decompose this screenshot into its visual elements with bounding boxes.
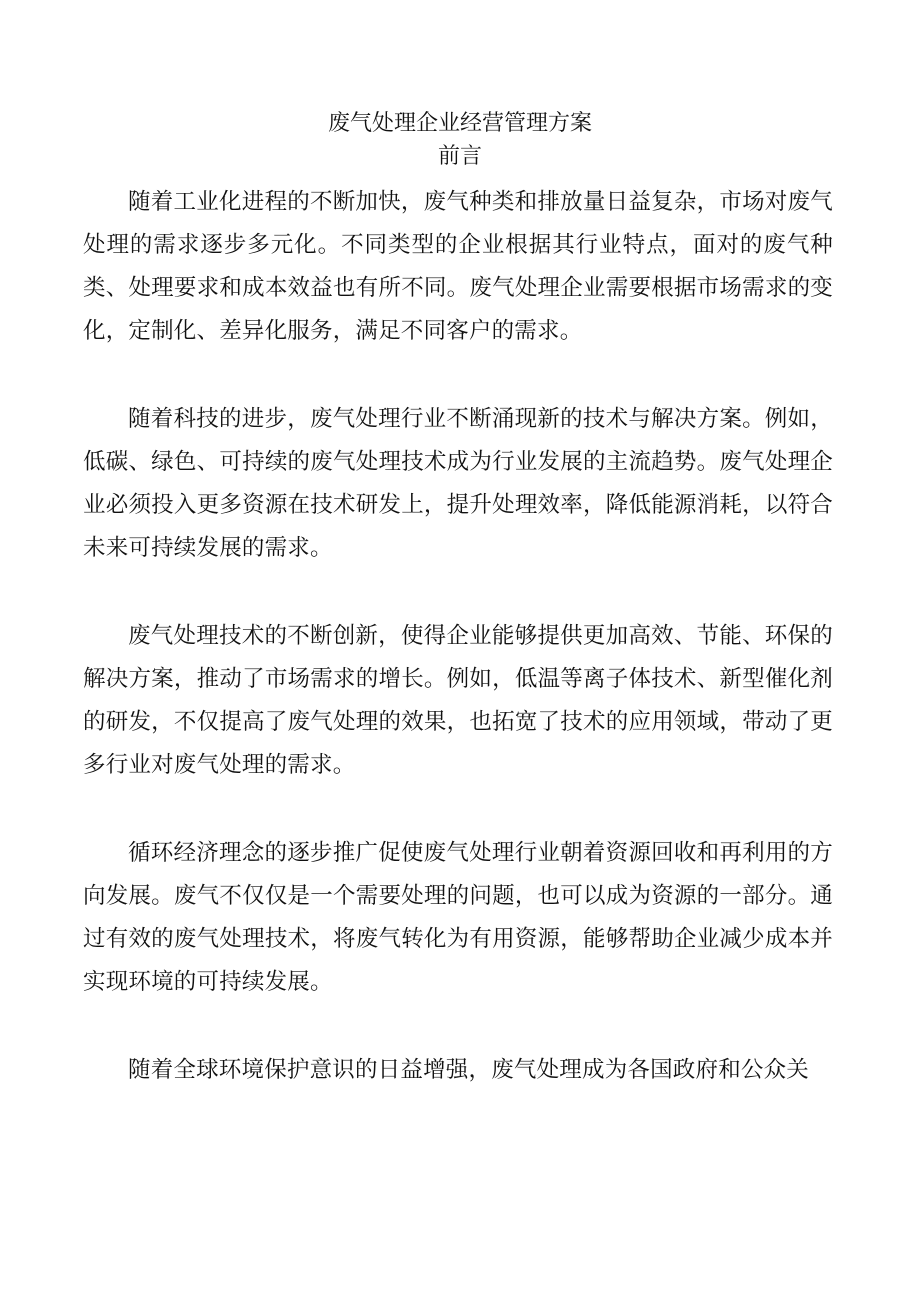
paragraph: 废气处理技术的不断创新，使得企业能够提供更加高效、节能、环保的解决方案，推动了市场需求的增长。例如，低温等离子体技术、新型催化剂的研发，不仅提高了废气处理的效果，也拓宽了技术的应用领域，带动了更多行业对废气处理的需求。 [83,623,833,778]
paragraph: 随着工业化进程的不断加快，废气种类和排放量日益复杂，市场对废气处理的需求逐步多元化。不同类型的企业根据其行业特点，面对的废气种类、处理要求和成本效益也有所不同。废气处理企业需要根据市场需求的变化，定制化、差异化服务，满足不同客户的需求。 [83,189,833,344]
paragraph: 随着全球环境保护意识的日益增强，废气处理成为各国政府和公众关 [128,1057,810,1083]
paragraph: 循环经济理念的逐步推广促使废气处理行业朝着资源回收和再利用的方向发展。废气不仅仅是一个需要处理的问题，也可以成为资源的一部分。通过有效的废气处理技术，将废气转化为有用资源，能够帮助企业减少成本并实现环境的可持续发展。 [83,840,833,995]
section-heading-preface: 前言 [437,144,482,169]
document-body [83,181,833,1137]
document-title: 废气处理企业经营管理方案 [327,111,592,136]
paragraph: 随着科技的进步，废气处理行业不断涌现新的技术与解决方案。例如，低碳、绿色、可持续的废气处理技术成为行业发展的主流趋势。废气处理企业必须投入更多资源在技术研发上，提升处理效率，降低能源消耗，以符合未来可持续发展的需求。 [83,406,833,561]
